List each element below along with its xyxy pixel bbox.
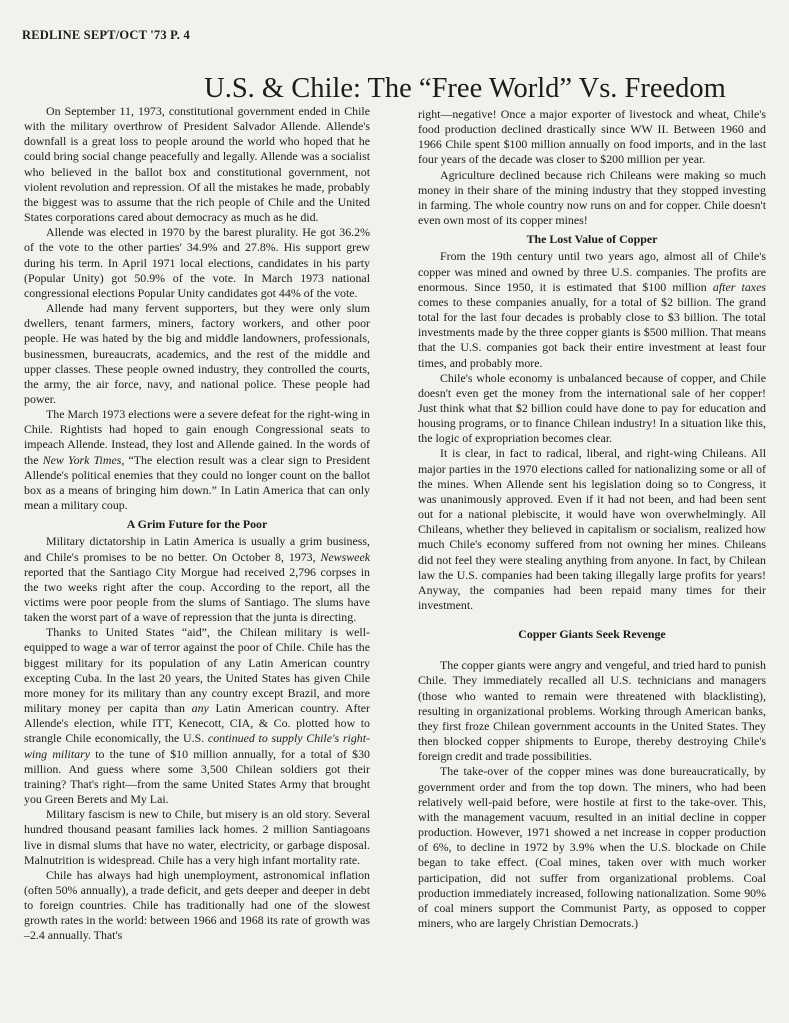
paragraph: It is clear, in fact to radical, liberal, and right-wing Chileans. All major parties in the 1970 elections called for nationalizing some or all of the mines. When Allende sent his legislation doing so to Congress, it was unanimously approved. Even if it had not been, and had been sent out for a national plebiscite, it would have won overwhelmingly. All Chileans, whether they believed in capitalism or socialism, realized how much Chile's economy suffered from not owning her mines. Chileans did not feel they were stealing anything from anyone. In fact, by Chilean law the U.S. companies had been taking illegally large profits for years! Anyway, the companies had been repaid many times for their investment. — [418, 446, 766, 612]
publication-name: Newsweek — [320, 549, 370, 564]
paragraph: The March 1973 elections were a severe defeat for the right-wing in Chile. Rightists had hoped to gain enough Congressional seats to impeach Allende. Instead, they lost and Allende gained. In the words of the New York Times, “The election result was a clear sign to President Allende's political enemies that they could no longer count on the ballot box as a means of bringing him down.” In Latin America that can only mean a military coup. — [24, 407, 370, 513]
publication-name: New York Times, — [42, 452, 125, 467]
left-column — [24, 104, 370, 944]
paragraph: Allende had many fervent supporters, but they were only slum dwellers, tenant farmers, miners, factory workers, and other poor people. He was hated by the big and middle landowners, professionals, businessmen, bureaucrats, academics, and the rest of the middle and upper classes. These people owned industry, they controlled the courts, the army, the air force, navy, and national police. These people had power. — [24, 301, 370, 406]
paragraph: Agriculture declined because rich Chileans were making so much money in their share of the mining industry that they stopped investing in farming. The whole country now runs on and for copper. Chile doesn't even own most of its copper mines! — [418, 167, 766, 228]
paragraph: Allende was elected in 1970 by the barest plurality. He got 36.2% of the vote to the other parties' 34.9% and 27.8%. His support grew during his term. In April 1971 local elections, candidates in his party (Popular Unity) got 50.9% of the vote. In March 1973 national congressional elections Popular Unity candidates got 44% of the vote. — [24, 225, 370, 300]
paragraph: The copper giants were angry and vengeful, and tried hard to punish Chile. They immediately recalled all U.S. technicians and managers (those who wanted to remain were threatened with blacklisting), resulting in organizational problems. Working through American banks, they first froze Chilean government accounts in the United States. They then blocked copper shipments to Europe, thereby destroying Chile's foreign credit and trade possibilities. — [418, 658, 766, 764]
right-column — [418, 107, 766, 931]
paragraph: On September 11, 1973, constitutional government ended in Chile with the military overthrow of President Salvador Allende. Allende's downfall is a great loss to people around the world who hoped that he could bring social change peacefully and legally. Allende was a socialist who believed in the ballot box and constitutional government, not violent revolution and repression. Of all the mistakes he made, probably the biggest was to assume that the rich people of Chile and the United States corporations cared about democracy as much as he did. — [24, 104, 370, 225]
paragraph: Chile's whole economy is unbalanced because of copper, and Chile doesn't even get the money from the international sale of her copper! Just think what that $2 billion could have done to pay for education and housing programs, or to finance Chilean industry! In a situation like this, the logic of expropriation becomes clear. — [418, 370, 766, 446]
section-heading-grim-future: A Grim Future for the Poor — [126, 517, 268, 532]
paragraph: The take-over of the copper mines was done bureaucratically, by government order and from the top down. The miners, who had been relatively well-paid before, were hostile at first to the take-over. This, with the management vacuum, resulted in an initial decline in copper production. However, 1971 showed a net increase in copper production of 6%, to decline in 1972 by 3.9% when the U.S. blockade on Chile began to take effect. (Coal mines, taken over with much worker participation, did not suffer from organizational problems. Coal production immediately increased, following nationalization. Some 90% of coal miners support the Communist Party, as opposed to copper miners, who are largely Christian Democrats.) — [418, 764, 766, 930]
section-heading-copper-giants: Copper Giants Seek Revenge — [518, 627, 666, 642]
paragraph: right—negative! Once a major exporter of livestock and wheat, Chile's food production declined drastically since WW II. Between 1960 and 1966 Chile spent $100 million annually on food imports, and in the last four years of the decade was closer to $200 million per year. — [418, 107, 766, 167]
emphasis: continued to supply Chile's right-wing military — [24, 731, 370, 761]
running-head: REDLINE SEPT/OCT '73 P. 4 — [22, 28, 190, 42]
paragraph: Military dictatorship in Latin America is usually a grim business, and Chile's promises to be no better. On October 8, 1973, Newsweek reported that the Santiago City Morgue had received 2,796 corpses in the two weeks right after the coup. According to the report, all the victims were poor people from the slums of Santiago. The slums have taken the worst part of a wave of repression that the junta is directing. — [24, 534, 370, 625]
section-heading-lost-value: The Lost Value of Copper — [526, 232, 658, 247]
emphasis: after taxes — [712, 279, 766, 294]
article-title: U.S. & Chile: The “Free World” Vs. Freedom — [204, 73, 726, 105]
paragraph: Military fascism is new to Chile, but misery is an old story. Several hundred thousand peasant families lack homes. 2 million Santiagoans live in dismal slums that have no water, electricity, or garbage disposal. Malnutrition is widespread. Chile has a very high infant mortality rate. — [24, 807, 370, 867]
paragraph: Thanks to United States “aid”, the Chilean military is well-equipped to wage a war of terror against the poor of Chile. Chile has the biggest military for its population of any Latin American country excepting Cuba. In the last 20 years, the United States has given Chile more money for its military than any country except Brazil, and more military money per capita than any Latin American country. After Allende's election, while ITT, Kenecott, CIA, & Co. plotted how to strangle Chile economically, the U.S. continued to supply Chile's right-wing military to the tune of $10 million annually, for a total of $30 million. And guess where some 3,500 Chilean soldiers got their training? That's right—from the same United States Army that brought you Green Berets and My Lai. — [24, 625, 371, 807]
paragraph: From the 19th century until two years ago, almost all of Chile's copper was mined and owned by three U.S. companies. The profits are enormous. Since 1950, it is estimated that $100 million after taxes comes to these companies anually, for a total of $2 billion. The grand total for the last four decades is probably close to $3 billion. The total investments made by the three copper giants is $500 million. That means that the U.S. companies got back their entire investment at least four times, and probably more. — [418, 249, 766, 370]
emphasis: any — [191, 701, 209, 716]
paragraph: Chile has always had high unemployment, astronomical inflation (often 50% annually), a trade deficit, and gets deeper and deeper in debt to foreign countries. Chile has traditionally had one of the slowest growth rates in the world: between 1966 and 1968 its rate of growth was –2.4 annually. That's — [24, 867, 370, 943]
